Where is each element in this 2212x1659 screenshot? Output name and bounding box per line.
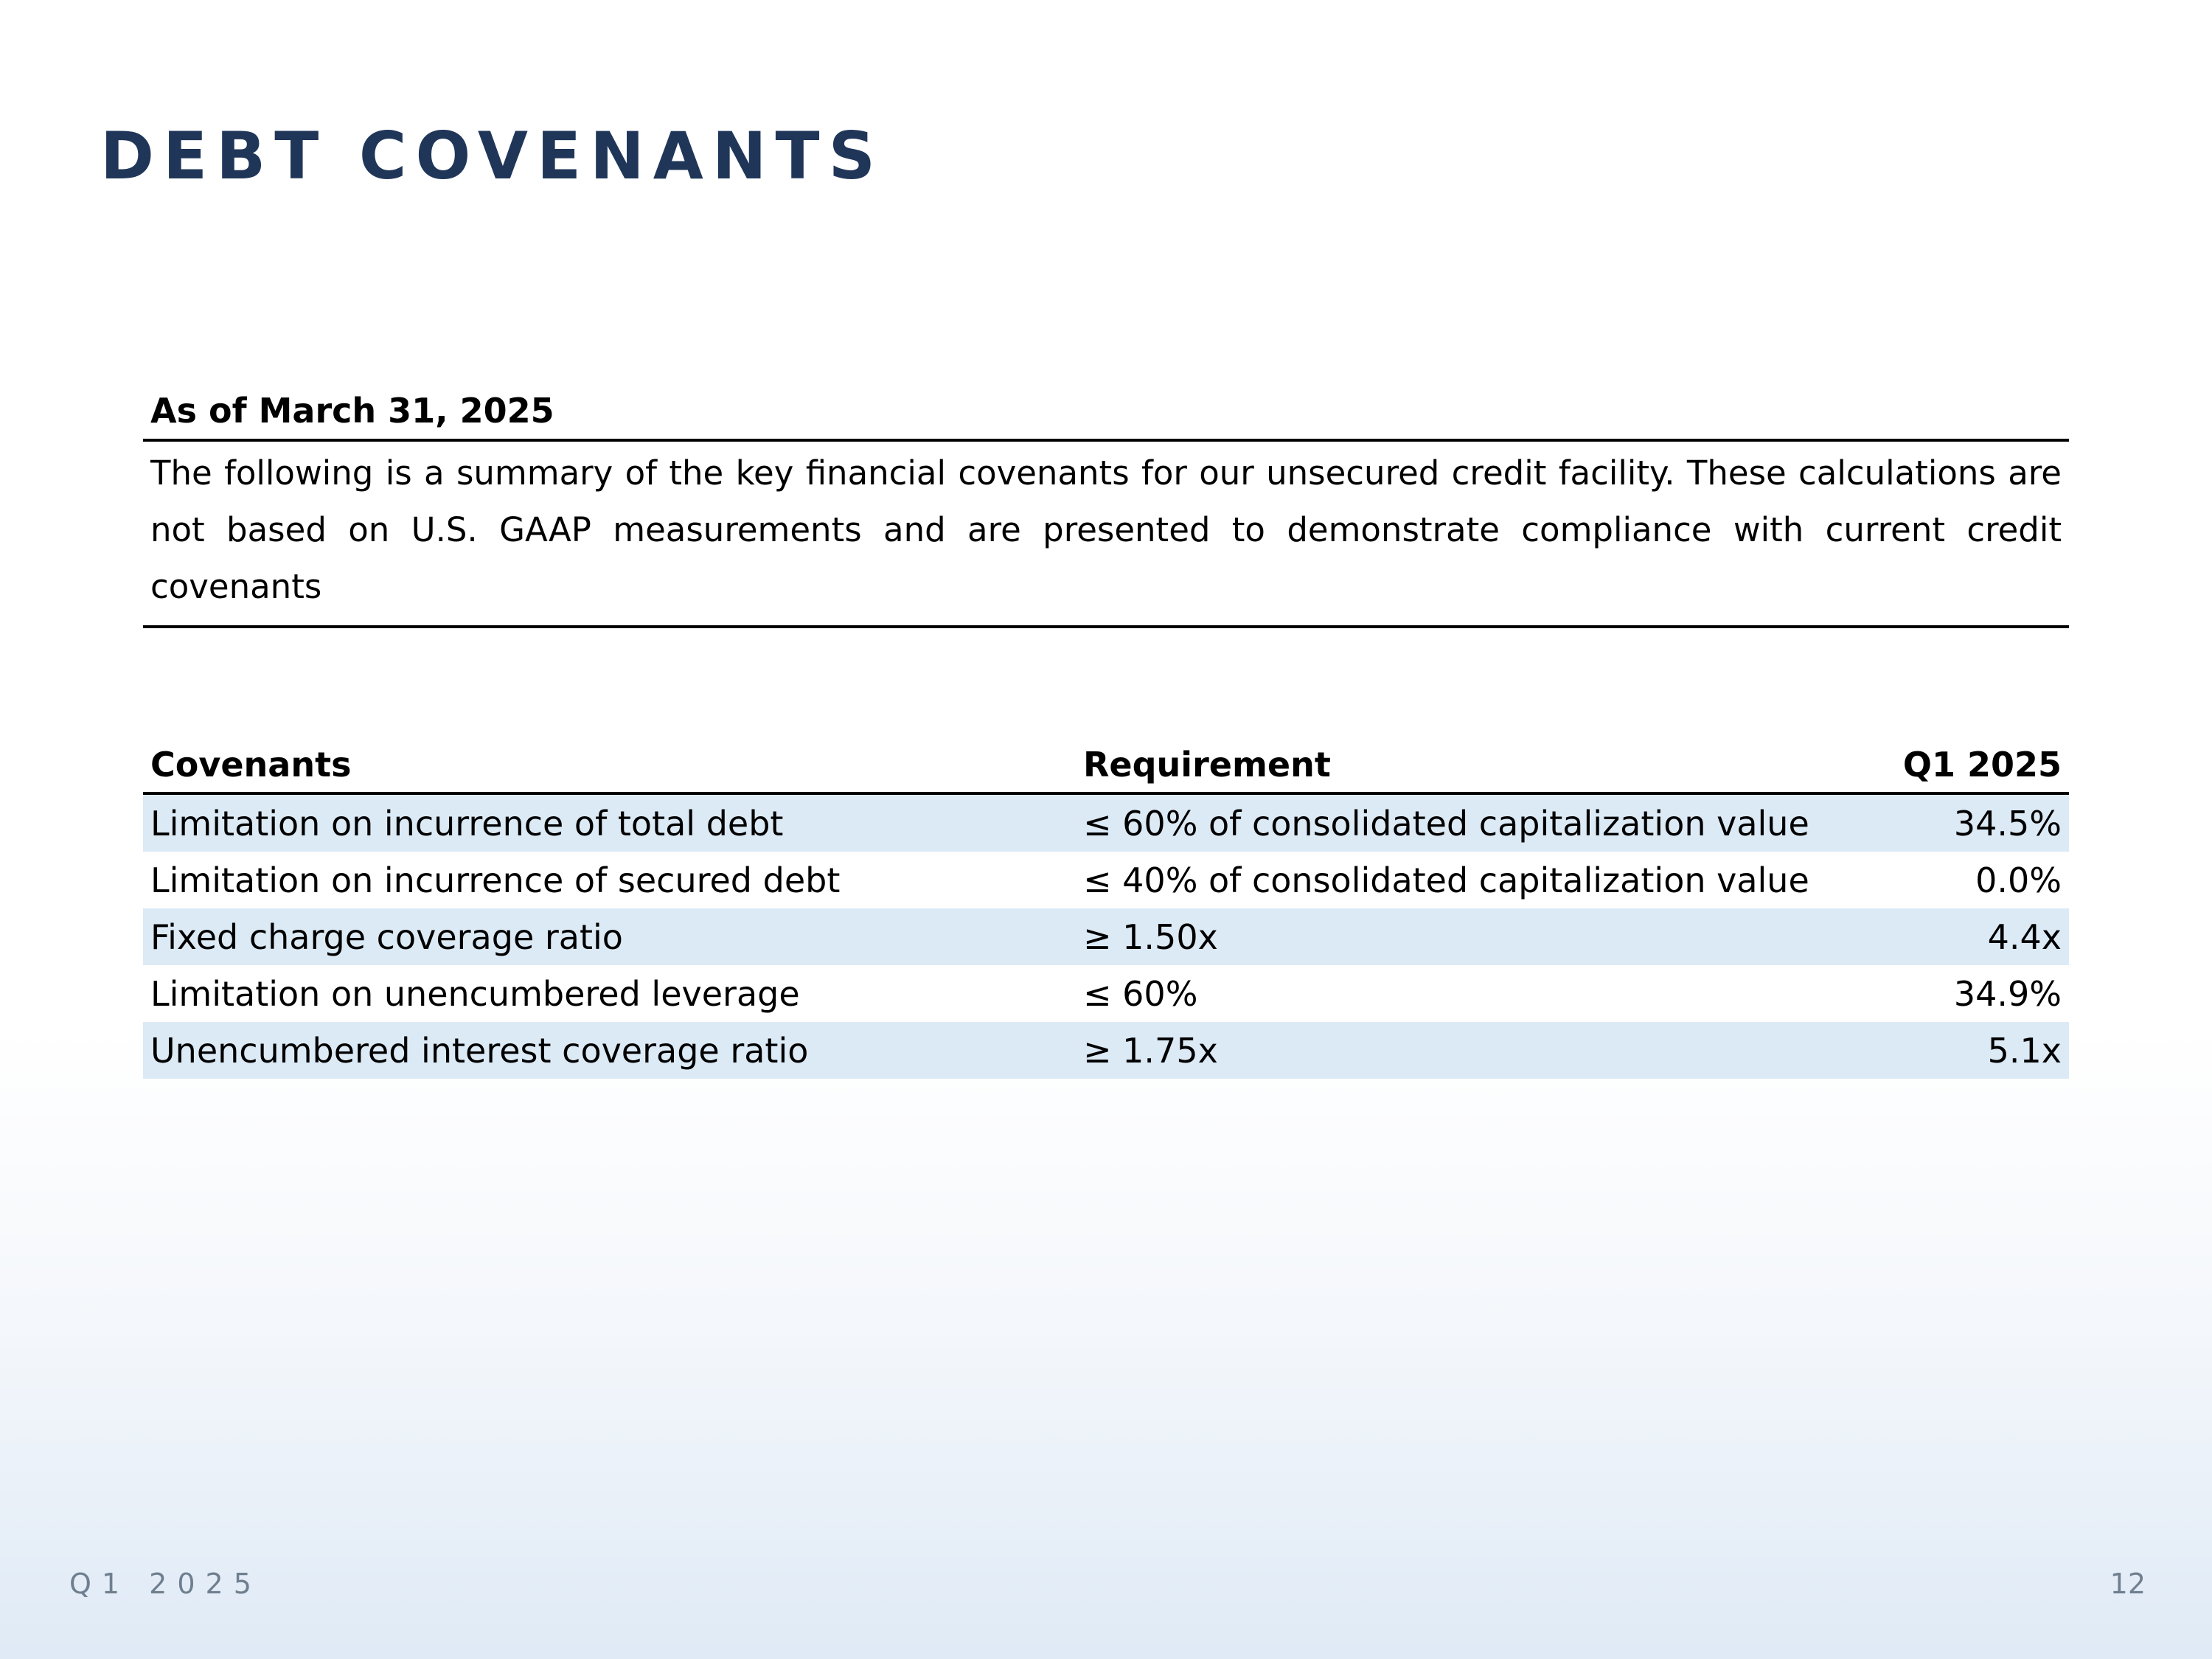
intro-section (143, 391, 2069, 628)
value-cell: 0.0% (1975, 860, 2062, 900)
covenant-cell: Fixed charge coverage ratio (143, 908, 1076, 965)
value-cell: 34.5% (1865, 793, 2069, 852)
header-covenants: Covenants (143, 737, 1076, 793)
table-row (143, 1022, 2069, 1079)
header-q1-2025: Q1 2025 (1865, 737, 2069, 793)
table-row (143, 793, 2069, 852)
footer-period-label: Q1 2025 (69, 1568, 262, 1600)
covenant-cell: Limitation on incurrence of total debt (143, 793, 1076, 852)
requirement-cell: ≤ 40% of consolidated capitalization value (1083, 860, 1809, 900)
value-cell: 5.1x (1865, 1022, 2069, 1079)
as-of-date: As of March 31, 2025 (143, 391, 2069, 442)
page-number: 12 (2110, 1568, 2146, 1600)
table-row (143, 965, 2069, 1022)
covenant-cell: Limitation on incurrence of secured debt (150, 860, 841, 900)
covenant-cell: Limitation on unencumbered leverage (150, 973, 800, 1014)
requirement-cell: ≤ 60% (1083, 973, 1198, 1014)
value-cell: 34.9% (1953, 973, 2062, 1014)
table-row (143, 852, 2069, 908)
covenants-table (143, 737, 2069, 1079)
header-requirement: Requirement (1076, 737, 1865, 793)
table-header-row (143, 737, 2069, 793)
summary-text: The following is a summary of the key financial covenants for our unsecured credit facility. These calculations are not based on U.S. GAAP measurements and are presented to demonstrate compliance with current credit covenants (143, 442, 2069, 628)
page-title: DEBT COVENANTS (100, 118, 884, 194)
covenant-cell: Unencumbered interest coverage ratio (143, 1022, 1076, 1079)
requirement-cell: ≥ 1.75x (1076, 1022, 1865, 1079)
table-row (143, 908, 2069, 965)
value-cell: 4.4x (1865, 908, 2069, 965)
requirement-cell: ≤ 60% of consolidated capitalization value (1076, 793, 1865, 852)
requirement-cell: ≥ 1.50x (1076, 908, 1865, 965)
